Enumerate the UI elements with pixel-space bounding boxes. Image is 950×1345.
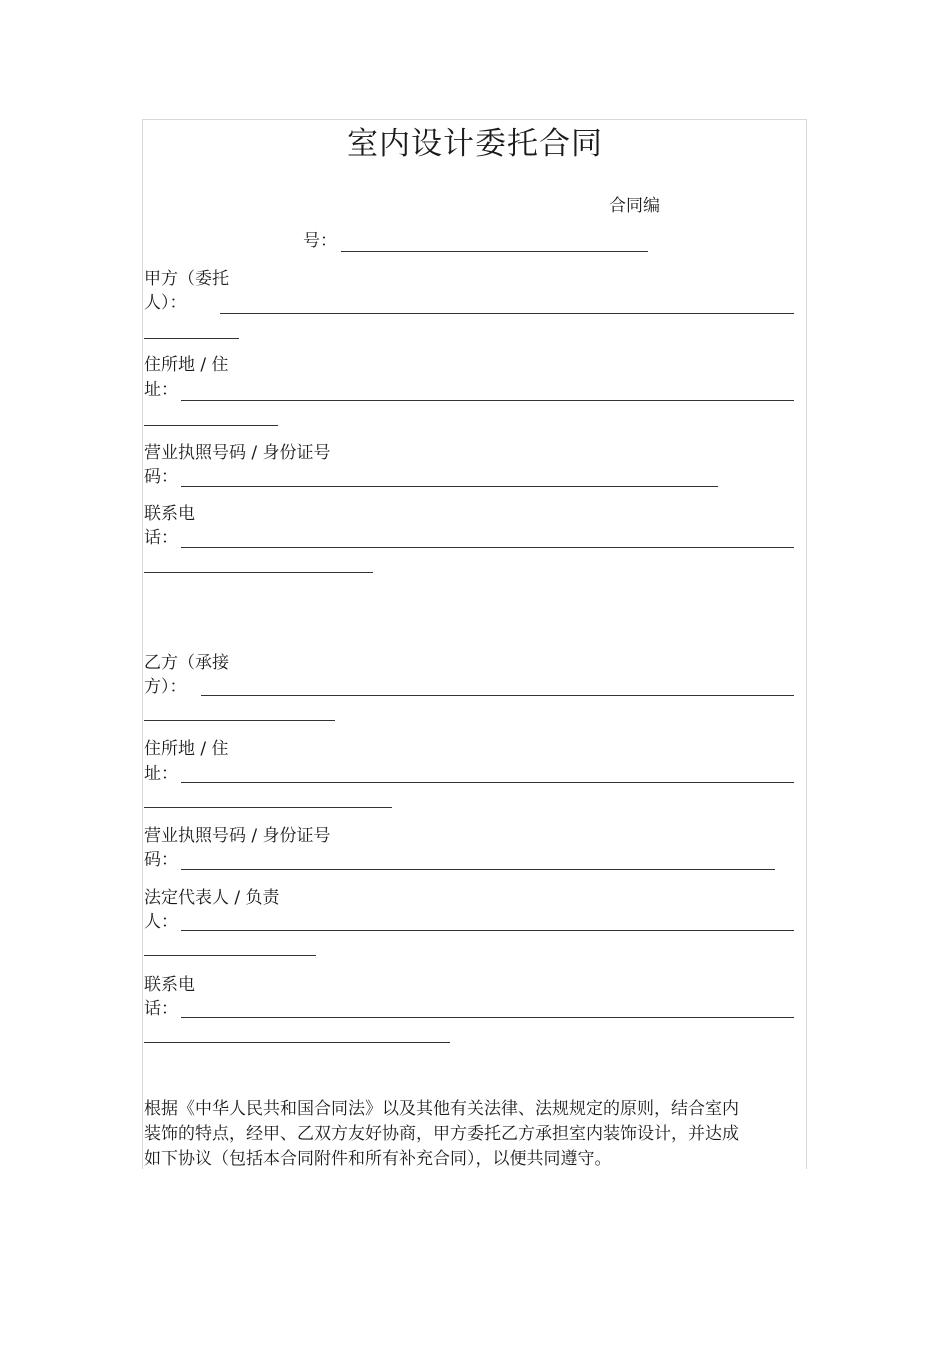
contract-no-label-line2: 号： [303, 231, 337, 251]
party-a-name-field-continued[interactable] [144, 338, 239, 339]
party-b-representative-field-continued[interactable] [144, 955, 316, 956]
party-a-phone-field[interactable] [181, 547, 794, 548]
party-a-address-label-line2: 址： [144, 380, 178, 400]
party-b-representative-label-line1: 法定代表人 / 负责 [144, 888, 280, 908]
party-b-phone-field[interactable] [181, 1017, 794, 1018]
party-b-address-field-continued[interactable] [144, 807, 392, 808]
party-b-name-field[interactable] [201, 695, 794, 696]
party-a-license-label-line1: 营业执照号码 / 身份证号 [144, 443, 331, 463]
party-b-name-field-continued[interactable] [144, 720, 335, 721]
party-b-name-label-line1: 乙方（承接 [144, 653, 229, 673]
party-b-address-label-line1: 住所地 / 住 [144, 739, 229, 759]
party-a-phone-field-continued[interactable] [144, 572, 373, 573]
party-a-name-label-line2: 人）： [144, 293, 187, 313]
party-b-license-field[interactable] [181, 869, 775, 870]
document-page-frame [142, 119, 807, 1169]
party-b-address-label-line2: 址： [144, 764, 178, 784]
party-a-license-field[interactable] [181, 486, 718, 487]
party-a-address-field-continued[interactable] [144, 425, 278, 426]
preamble-line: 如下协议（包括本合同附件和所有补充合同），以便共同遵守。 [144, 1149, 612, 1169]
party-b-license-label-line2: 码： [144, 850, 178, 870]
contract-no-label-line1: 合同编 [609, 196, 660, 216]
party-b-representative-label-line2: 人： [144, 912, 178, 932]
party-b-phone-label-line2: 话： [144, 999, 178, 1019]
party-a-license-label-line2: 码： [144, 467, 178, 487]
party-b-representative-field[interactable] [181, 930, 794, 931]
party-b-license-label-line1: 营业执照号码 / 身份证号 [144, 826, 331, 846]
document-title: 室内设计委托合同 [347, 126, 603, 162]
party-a-name-field[interactable] [220, 313, 794, 314]
preamble-line: 根据《中华人民共和国合同法》以及其他有关法律、法规规定的原则，结合室内 [144, 1099, 739, 1119]
party-a-address-label-line1: 住所地 / 住 [144, 355, 229, 375]
party-a-phone-label-line2: 话： [144, 528, 178, 548]
party-b-name-label-line2: 方）： [144, 677, 187, 697]
party-b-phone-label-line1: 联系电 [144, 975, 195, 995]
preamble-paragraph [144, 1097, 784, 1172]
party-a-phone-label-line1: 联系电 [144, 504, 195, 524]
party-b-address-field[interactable] [181, 782, 794, 783]
party-b-phone-field-continued[interactable] [144, 1042, 450, 1043]
party-a-name-label-line1: 甲方（委托 [144, 269, 229, 289]
party-a-address-field[interactable] [181, 400, 794, 401]
preamble-line: 装饰的特点，经甲、乙双方友好协商，甲方委托乙方承担室内装饰设计，并达成 [144, 1124, 739, 1144]
contract-no-field[interactable] [341, 251, 648, 252]
